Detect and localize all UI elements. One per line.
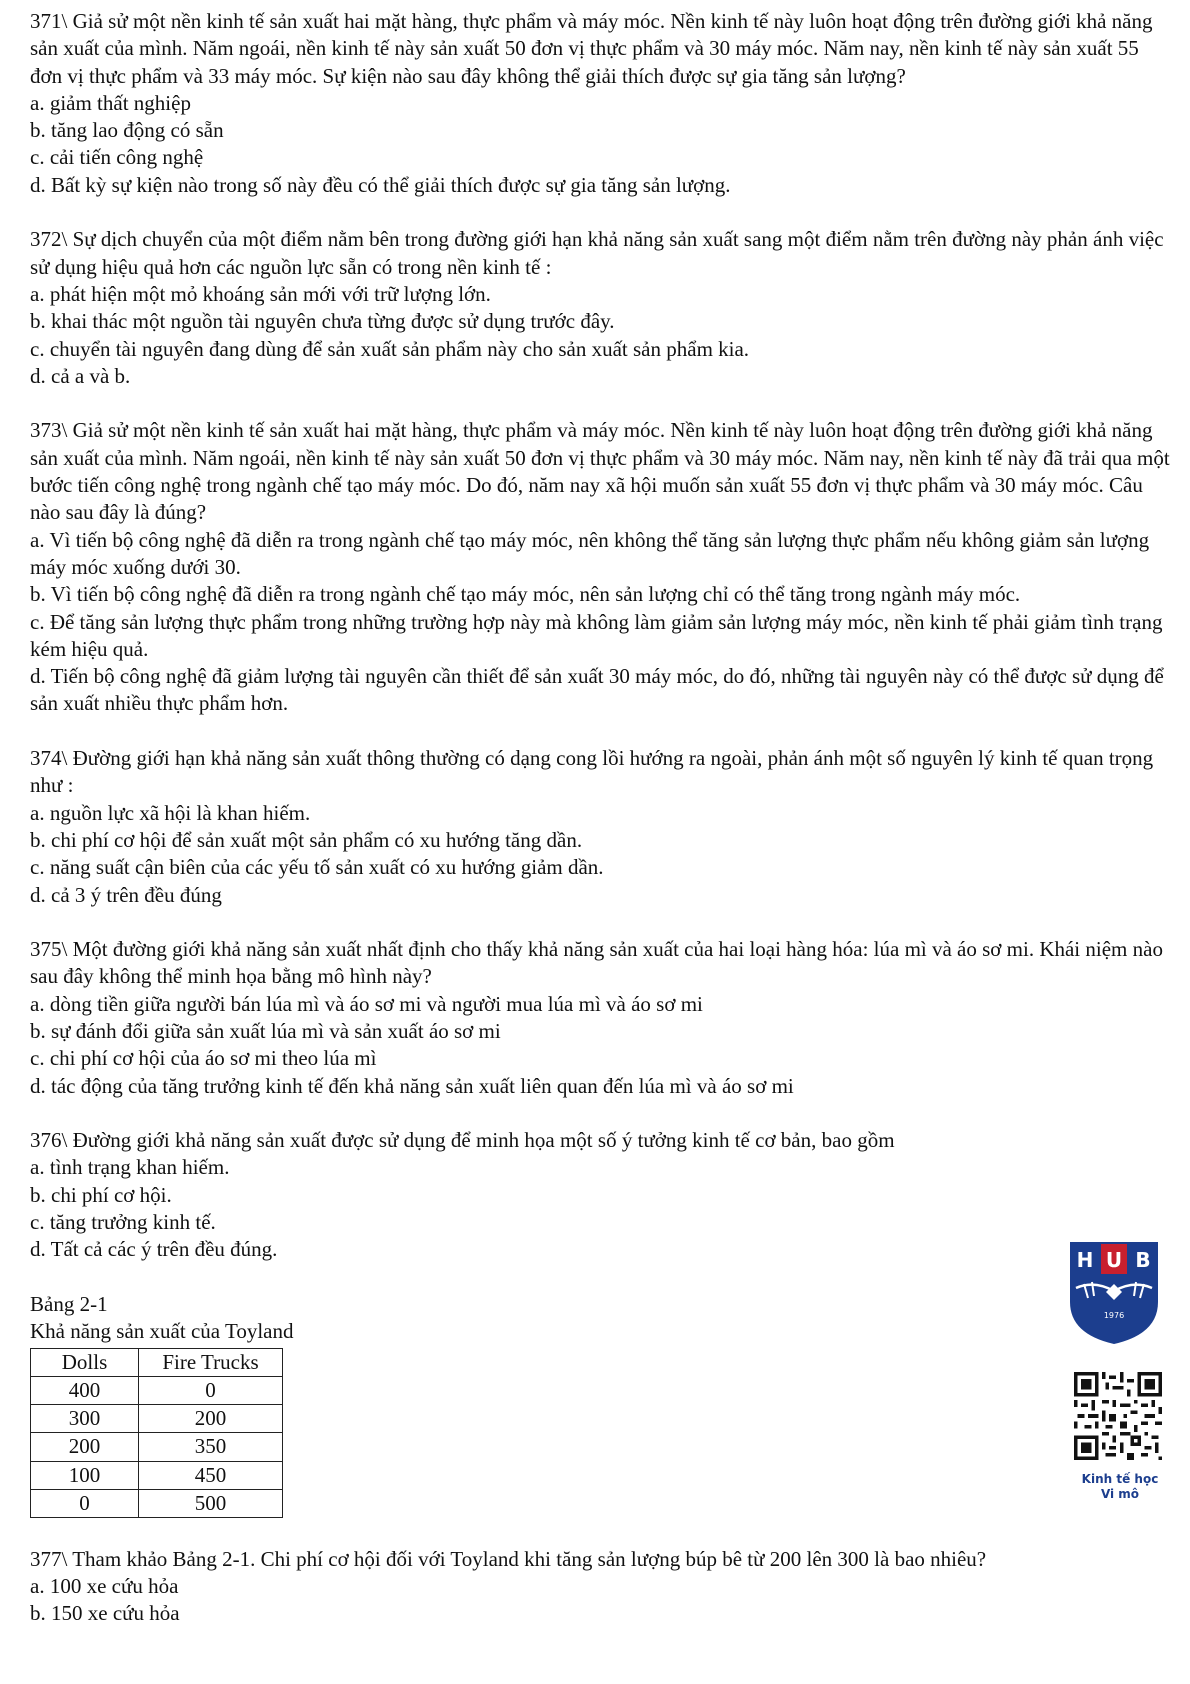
course-label <box>1060 1472 1180 1502</box>
logo-year: 1976 <box>1103 1311 1125 1320</box>
logo-letter-u: U <box>1105 1248 1123 1272</box>
course-label-line2: Vi mô <box>1100 1487 1140 1501</box>
option-b: b. 150 xe cứu hỏa <box>30 1601 180 1626</box>
option-d: d. Bất kỳ sự kiện nào trong số này đều có thể giải thích được sự gia tăng sản lượng. <box>30 172 731 197</box>
question-stem: 371\ Giả sử một nền kinh tế sản xuất hai mặt hàng, thực phẩm và máy móc. Nền kinh tế này luôn hoạt động trên đường giới khả năng sản xuất của mình. Năm ngoái, nền kinh tế này sản xuất 50 đơn vị thực phẩm và 30 máy móc. Năm nay, nền kinh tế này sản xuất 55 đơn vị thực phẩm và 33 máy móc. Sự kiện nào sau đây không thể giải thích được sự gia tăng sản lượng? <box>30 9 1153 88</box>
logo-letter-b: B <box>1135 1248 1151 1272</box>
option-d: d. Tất cả các ý trên đều đúng. <box>30 1237 278 1262</box>
column-header-dolls: Dolls <box>31 1348 139 1376</box>
table-row <box>31 1433 283 1461</box>
table-cell: 450 <box>139 1461 283 1489</box>
question-stem: 374\ Đường giới hạn khả năng sản xuất thông thường có dạng cong lồi hướng ra ngoài, phản ánh một số nguyên lý kinh tế quan trọng như : <box>30 746 1154 798</box>
question-375 <box>30 936 1170 1100</box>
table-cell: 0 <box>139 1376 283 1404</box>
hub-logo <box>1064 1236 1164 1351</box>
table-header-row <box>31 1348 283 1376</box>
course-label-line1: Kinh tế học <box>1081 1472 1159 1486</box>
table-cell: 200 <box>139 1405 283 1433</box>
option-d: d. cả a và b. <box>30 363 131 388</box>
shield-icon <box>1064 1236 1164 1346</box>
table-row <box>31 1461 283 1489</box>
table-caption: Khả năng sản xuất của Toyland <box>30 1319 294 1344</box>
table-cell: 300 <box>31 1405 139 1433</box>
question-stem: 376\ Đường giới khả năng sản xuất được sử dụng để minh họa một số ý tưởng kinh tế cơ bản, bao gồm <box>30 1128 895 1153</box>
question-374 <box>30 745 1170 909</box>
table-label: Bảng 2-1 <box>30 1291 108 1316</box>
question-stem: 375\ Một đường giới khả năng sản xuất nhất định cho thấy khả năng sản xuất của hai loại hàng hóa: lúa mì và áo sơ mi. Khái niệm nào sau đây không thể minh họa bằng mô hình này? <box>30 937 1163 989</box>
table-cell: 200 <box>31 1433 139 1461</box>
option-a: a. phát hiện một mỏ khoáng sản mới với trữ lượng lớn. <box>30 281 491 306</box>
table-cell: 500 <box>139 1490 283 1518</box>
option-c: c. năng suất cận biên của các yếu tố sản xuất có xu hướng giảm dần. <box>30 855 604 880</box>
table-cell: 100 <box>31 1461 139 1489</box>
option-c: c. cải tiến công nghệ <box>30 145 204 170</box>
qr-code-icon <box>1074 1372 1162 1460</box>
option-a: a. giảm thất nghiệp <box>30 90 191 115</box>
question-stem: 377\ Tham khảo Bảng 2-1. Chi phí cơ hội đối với Toyland khi tăng sản lượng búp bê từ 200 lên 300 là bao nhiêu? <box>30 1546 987 1571</box>
question-stem: 372\ Sự dịch chuyển của một điểm nằm bên trong đường giới hạn khả năng sản xuất sang một điểm nằm trên đường này phản ánh việc sử dụng hiệu quả hơn các nguồn lực sẵn có trong nền kinh tế : <box>30 227 1164 279</box>
question-376 <box>30 1127 1170 1263</box>
table-cell: 0 <box>31 1490 139 1518</box>
question-stem: 373\ Giả sử một nền kinh tế sản xuất hai mặt hàng, thực phẩm và máy móc. Nền kinh tế này luôn hoạt động trên đường giới khả năng sản xuất của mình. Năm ngoái, nền kinh tế này sản xuất 50 đơn vị thực phẩm và 30 máy móc. Năm nay, nền kinh tế này đã trải qua một bước tiến công nghệ trong ngành chế tạo máy móc. Do đó, năm nay xã hội muốn sản xuất 55 đơn vị thực phẩm và 30 máy móc. Câu nào sau đây là đúng? <box>30 418 1170 525</box>
table-row <box>31 1405 283 1433</box>
production-table <box>30 1348 283 1519</box>
option-b: b. Vì tiến bộ công nghệ đã diễn ra trong ngành chế tạo máy móc, nên sản lượng chỉ có thể tăng trong ngành máy móc. <box>30 582 1021 607</box>
option-d: d. Tiến bộ công nghệ đã giảm lượng tài nguyên cần thiết để sản xuất 30 máy móc, do đó, những tài nguyên này có thể được sử dụng để sản xuất nhiều thực phẩm hơn. <box>30 664 1164 716</box>
question-377 <box>30 1546 1170 1628</box>
option-c: c. chuyển tài nguyên đang dùng để sản xuất sản phẩm này cho sản xuất sản phẩm kia. <box>30 336 750 361</box>
table-row <box>31 1376 283 1404</box>
table-cell: 400 <box>31 1376 139 1404</box>
option-a: a. nguồn lực xã hội là khan hiếm. <box>30 800 311 825</box>
table-cell: 350 <box>139 1433 283 1461</box>
option-b: b. chi phí cơ hội. <box>30 1182 172 1207</box>
option-a: a. 100 xe cứu hỏa <box>30 1573 179 1598</box>
option-b: b. chi phí cơ hội để sản xuất một sản phẩm có xu hướng tăng dần. <box>30 827 583 852</box>
option-a: a. tình trạng khan hiếm. <box>30 1155 230 1180</box>
question-372 <box>30 226 1170 390</box>
logo-letter-h: H <box>1076 1248 1094 1272</box>
option-a: a. Vì tiến bộ công nghệ đã diễn ra trong ngành chế tạo máy móc, nên không thể tăng sản lượng thực phẩm nếu không giảm sản lượng máy móc xuống dưới 30. <box>30 527 1150 579</box>
question-373 <box>30 417 1170 717</box>
option-c: c. chi phí cơ hội của áo sơ mi theo lúa mì <box>30 1046 377 1071</box>
option-b: b. khai thác một nguồn tài nguyên chưa từng được sử dụng trước đây. <box>30 309 615 334</box>
option-d: d. tác động của tăng trưởng kinh tế đến khả năng sản xuất liên quan đến lúa mì và áo sơ mi <box>30 1073 794 1098</box>
option-c: c. Để tăng sản lượng thực phẩm trong những trường hợp này mà không làm giảm sản lượng máy móc, nền kinh tế phải giảm tình trạng kém hiệu quả. <box>30 609 1163 661</box>
table-row <box>31 1490 283 1518</box>
option-a: a. dòng tiền giữa người bán lúa mì và áo sơ mi và người mua lúa mì và áo sơ mi <box>30 991 703 1016</box>
option-c: c. tăng trưởng kinh tế. <box>30 1210 216 1235</box>
option-d: d. cả 3 ý trên đều đúng <box>30 882 222 907</box>
question-371 <box>30 8 1170 199</box>
column-header-fire-trucks: Fire Trucks <box>139 1348 283 1376</box>
document-body <box>30 8 1170 1628</box>
option-b: b. sự đánh đổi giữa sản xuất lúa mì và sản xuất áo sơ mi <box>30 1018 501 1043</box>
option-b: b. tăng lao động có sẵn <box>30 118 224 143</box>
table-block <box>30 1291 1170 1518</box>
